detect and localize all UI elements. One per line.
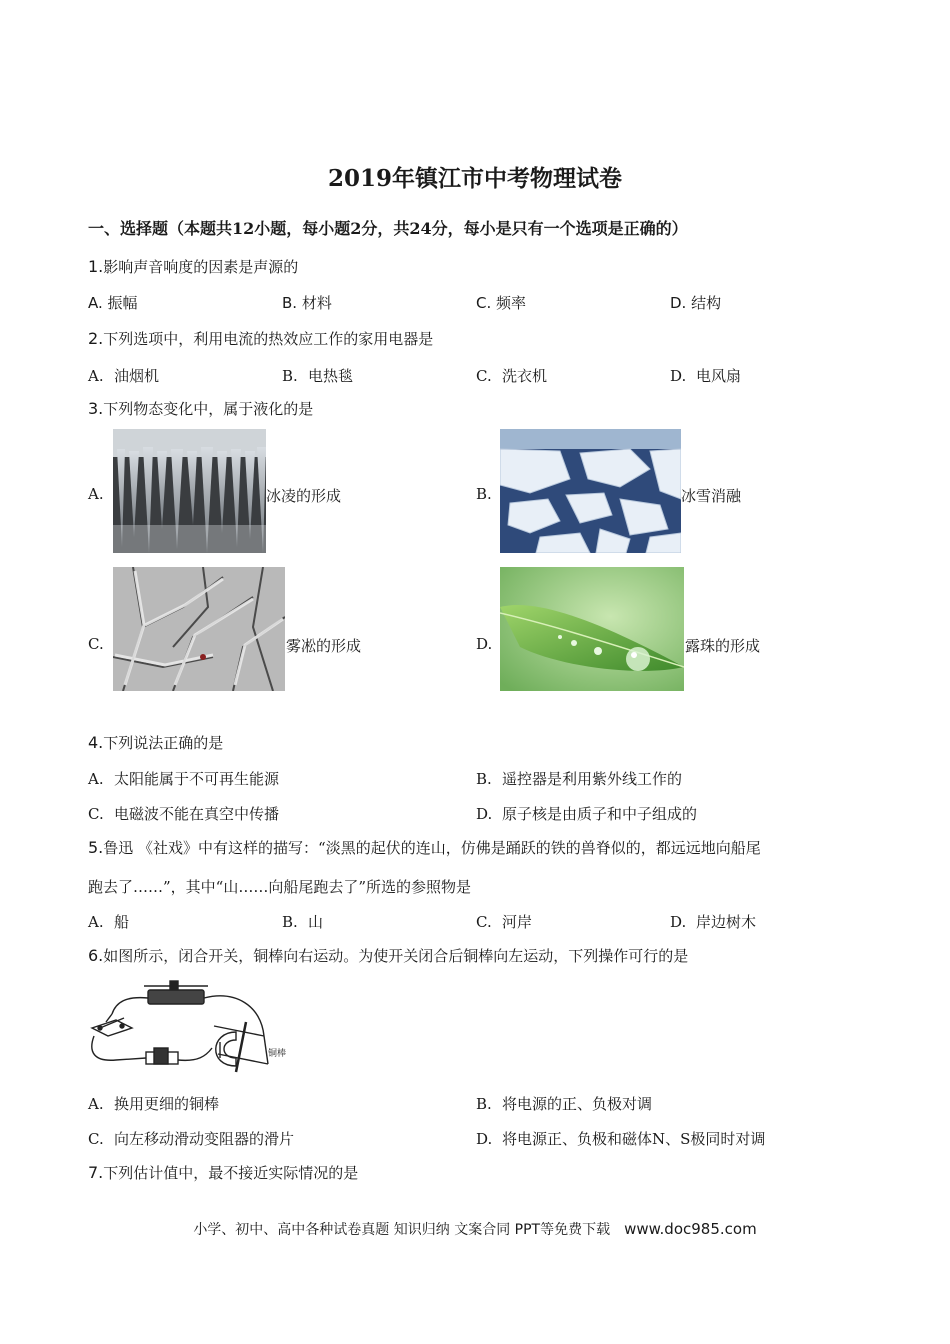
q1-option-d	[670, 292, 721, 313]
question-text: 如图所示，闭合开关，铜棒向右运动。为使开关闭合后铜棒向左运动，下列操作可行的是	[103, 947, 689, 965]
option-text: 电热毯	[308, 367, 354, 385]
question-7	[88, 1162, 358, 1183]
question-2	[88, 328, 433, 349]
option-text: 电磁波不能在真空中传播	[114, 805, 280, 823]
q5-option-c	[476, 911, 532, 932]
question-number: 2.	[88, 329, 104, 348]
q6-option-c	[88, 1128, 294, 1149]
page-footer	[0, 1219, 950, 1239]
option-text: 遥控器是利用紫外线工作的	[502, 770, 683, 788]
option-letter: C.	[476, 367, 492, 385]
question-number: 3.	[88, 399, 104, 418]
q6-option-a	[88, 1093, 219, 1114]
option-text: 原子核是由质子和中子组成的	[502, 805, 698, 823]
q3-option-a-letter: A.	[88, 485, 104, 503]
icicle-photo	[113, 429, 266, 553]
q4-option-b	[476, 768, 682, 789]
q2-option-d	[670, 365, 741, 386]
q4-option-d	[476, 803, 697, 824]
option-letter: B.	[282, 367, 298, 385]
option-letter: D.	[670, 367, 687, 385]
question-number: 4.	[88, 733, 104, 752]
q2-option-a	[88, 365, 159, 386]
option-text: 油烟机	[114, 367, 160, 385]
question-number: 7.	[88, 1163, 104, 1182]
option-letter: B.	[282, 294, 298, 312]
melting-ice-photo	[500, 429, 681, 553]
option-letter: C.	[88, 805, 104, 823]
question-number: 1.	[88, 257, 104, 276]
q5-option-d	[670, 911, 756, 932]
question-3	[88, 398, 313, 419]
question-number: 5.	[88, 838, 104, 857]
question-6	[88, 945, 688, 966]
section-heading: 一、选择题（本题共12小题，每小题2分，共24分，每小是只有一个选项是正确的）	[88, 219, 688, 238]
question-text-line1: 鲁迅 《社戏》中有这样的描写：“淡黑的起伏的连山，仿佛是踊跃的铁的兽脊似的，都远远地向船尾	[103, 839, 761, 857]
question-5	[88, 837, 761, 858]
question-text: 下列物态变化中，属于液化的是	[103, 400, 314, 418]
q1-option-b	[282, 292, 332, 313]
option-text: 太阳能属于不可再生能源	[114, 770, 280, 788]
question-text: 下列说法正确的是	[103, 734, 224, 752]
question-text: 下列选项中，利用电流的热效应工作的家用电器是	[103, 330, 434, 348]
q5-option-a	[88, 911, 129, 932]
option-letter: D.	[476, 1130, 493, 1148]
footer-text: 小学、初中、高中各种试卷真题 知识归纳 文案合同 PPT等免费下载	[193, 1222, 611, 1238]
option-text: 河岸	[502, 913, 533, 931]
q2-option-b	[282, 365, 353, 386]
option-letter: C.	[476, 913, 492, 931]
option-text: 向左移动滑动变阻器的滑片	[114, 1130, 295, 1148]
question-5-line2: 跑去了……”，其中“山……向船尾跑去了”所选的参照物是	[88, 878, 472, 896]
option-letter: C.	[476, 294, 492, 312]
option-letter: C.	[88, 1130, 104, 1148]
rod-label: 铜棒	[268, 1049, 286, 1059]
option-letter: D.	[670, 913, 687, 931]
option-text: 将电源正、负极和磁体N、S极同时对调	[502, 1130, 766, 1148]
option-text: 洗衣机	[502, 367, 548, 385]
q3-option-c-text: 雾凇的形成	[286, 637, 362, 655]
option-letter: B.	[476, 1095, 492, 1113]
option-letter: D.	[670, 294, 687, 312]
option-text: 岸边树木	[696, 913, 757, 931]
page-title: 2019年镇江市中考物理试卷	[327, 165, 622, 192]
option-letter: A.	[88, 294, 103, 312]
q4-option-c	[88, 803, 279, 824]
question-text: 影响声音响度的因素是声源的	[103, 258, 299, 276]
option-text: 换用更细的铜棒	[114, 1095, 220, 1113]
q6-option-d	[476, 1128, 765, 1149]
q3-option-d-text: 露珠的形成	[685, 637, 761, 655]
option-letter: A.	[88, 367, 104, 385]
option-letter: D.	[476, 805, 493, 823]
option-text: 振幅	[107, 294, 138, 312]
q3-option-c-letter: C.	[88, 635, 104, 653]
dew-leaf-photo	[500, 567, 684, 691]
circuit-diagram	[86, 976, 286, 1074]
option-text: 将电源的正、负极对调	[502, 1095, 653, 1113]
question-number: 6.	[88, 946, 104, 965]
option-text: 材料	[301, 294, 332, 312]
q1-option-c	[476, 292, 526, 313]
q3-option-d-letter: D.	[476, 635, 493, 653]
q2-option-c	[476, 365, 547, 386]
question-4	[88, 732, 223, 753]
q3-option-a-text: 冰凌的形成	[266, 487, 342, 505]
q3-option-b-letter: B.	[476, 485, 492, 503]
footer-url[interactable]: www.doc985.com	[624, 1220, 757, 1238]
option-letter: A.	[88, 1095, 104, 1113]
q1-option-a	[88, 292, 138, 313]
option-letter: B.	[282, 913, 298, 931]
option-text: 电风扇	[696, 367, 742, 385]
question-text: 下列估计值中，最不接近实际情况的是	[103, 1164, 359, 1182]
option-text: 频率	[496, 294, 527, 312]
option-text: 结构	[691, 294, 722, 312]
q6-option-b	[476, 1093, 652, 1114]
option-letter: A.	[88, 770, 104, 788]
option-text: 山	[308, 913, 324, 931]
option-text: 船	[114, 913, 130, 931]
question-1	[88, 256, 298, 277]
option-letter: A.	[88, 913, 104, 931]
q4-option-a	[88, 768, 279, 789]
rime-photo	[113, 567, 285, 691]
q3-option-b-text: 冰雪消融	[681, 487, 742, 505]
q5-option-b	[282, 911, 323, 932]
option-letter: B.	[476, 770, 492, 788]
